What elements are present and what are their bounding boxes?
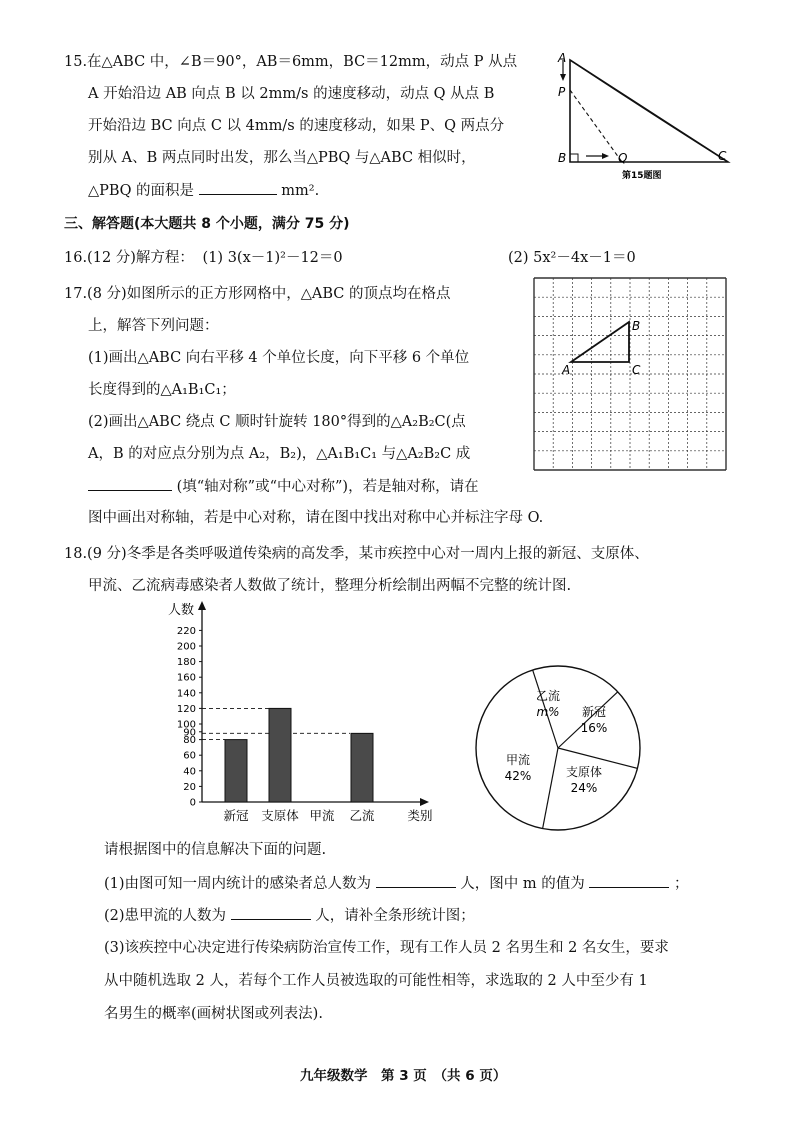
y-tick-label: 180 xyxy=(176,657,196,669)
y-tick-label: 100 xyxy=(176,719,196,731)
q17-answer-blank[interactable] xyxy=(88,476,172,491)
pie-slice-label: 甲流 xyxy=(505,753,531,767)
q18-p1-text-a: (1)由图可知一周内统计的感染者总人数为 xyxy=(104,876,372,892)
y-tick-label: 200 xyxy=(176,641,196,653)
q15-area-prefix: △PBQ 的面积是 xyxy=(88,183,195,199)
y-tick-label: 20 xyxy=(183,781,196,793)
pie-slice-value: 16% xyxy=(580,721,608,735)
category-label: 甲流 xyxy=(309,808,335,823)
pie-slice-value: 42% xyxy=(504,769,532,783)
x-axis-arrow-icon xyxy=(420,798,429,806)
bar-1 xyxy=(269,708,291,802)
q15-area-unit: mm². xyxy=(281,183,320,199)
pie-divider xyxy=(543,748,558,829)
q15-line-3: 开始沿边 BC 向点 C 以 4mm/s 的速度移动，如果 P、Q 两点分 xyxy=(88,118,505,134)
q18-part-3-line-1: (3)该疾控中心决定进行传染病防治宣传工作，现有工作人员 2 名男生和 2 名女生，要求 xyxy=(104,940,669,956)
triangle-abc-grid xyxy=(571,322,629,362)
q17-line-7 xyxy=(88,476,479,497)
y-tick-label: 220 xyxy=(176,625,196,637)
label-b: B xyxy=(558,151,567,165)
q18-part-3-line-2: 从中随机选取 2 人，若每个工作人员被选取的可能性相等，求选取的 2 人中至少有 1 xyxy=(104,973,648,989)
pie-slice-label: 新冠 xyxy=(581,705,607,719)
q17-line-8: 图中画出对称轴，若是中心对称，请在图中找出对称中心并标注字母 O. xyxy=(88,510,544,526)
q15-answer-blank[interactable] xyxy=(199,180,277,195)
grid-label-a: A xyxy=(562,363,571,377)
q15-line-1: 15.在△ABC 中，∠B＝90°，AB＝6mm，BC＝12mm，动点 P 从点 xyxy=(64,54,518,70)
q18-line-2: 甲流、乙流病毒感染者人数做了统计，整理分析绘制出两幅不完整的统计图. xyxy=(88,578,572,594)
bar-0 xyxy=(225,740,247,802)
q15-line-2: A 开始沿边 AB 向点 B 以 2mm/s 的速度移动，动点 Q 从点 B xyxy=(88,86,495,102)
y-tick-label: 80 xyxy=(183,735,196,747)
q15-line-4: 别从 A、B 两点同时出发，那么当△PBQ 与△ABC 相似时， xyxy=(88,150,476,166)
q17-line-2: 上，解答下列问题： xyxy=(88,318,219,334)
page-footer: 九年级数学 第 3 页 （共 6 页） xyxy=(300,1068,507,1084)
label-q: Q xyxy=(618,151,628,165)
q18-p1-text-c: ； xyxy=(673,876,689,892)
q15-figure xyxy=(548,48,738,186)
q16-part-1: (1) 3(x－1)²－12＝0 xyxy=(202,250,343,266)
q17-line-3: (1)画出△ABC 向右平移 4 个单位长度，向下平移 6 个单位 xyxy=(88,350,470,366)
q18-part-1 xyxy=(104,873,688,894)
pie-slice-label: 支原体 xyxy=(565,765,603,779)
section-3-heading: 三、解答题(本大题共 8 个小题，满分 75 分) xyxy=(64,216,350,232)
q17-grid-figure xyxy=(532,276,732,506)
y-tick-label: 60 xyxy=(183,750,196,762)
q18-m-blank[interactable] xyxy=(589,873,669,888)
q18-p2-text-a: (2)患甲流的人数为 xyxy=(104,908,227,924)
pie-chart xyxy=(470,660,646,836)
pie-slice-label: 乙流 xyxy=(535,689,561,703)
q16-prefix: 16.(12 分)解方程： xyxy=(64,250,194,266)
label-p: P xyxy=(558,85,566,99)
y-tick-label: 40 xyxy=(183,766,196,778)
q18-part-3-line-3: 名男生的概率(画树状图或列表法). xyxy=(104,1006,323,1022)
y-axis-label: 人数 xyxy=(168,603,195,618)
q15-line-5 xyxy=(88,180,319,201)
category-label: 支原体 xyxy=(261,808,299,823)
q17-line-4: 长度得到的△A₁B₁C₁； xyxy=(88,382,236,398)
category-label: 乙流 xyxy=(349,808,375,823)
q15-fig-caption: 第15题图 xyxy=(622,171,662,181)
grid-label-b: B xyxy=(632,319,641,333)
bar-chart xyxy=(150,598,440,830)
x-axis-label: 类别 xyxy=(407,808,433,823)
q17-fill-text: (填“轴对称”或“中心对称”)，若是轴对称，请在 xyxy=(176,479,479,495)
pie-slice-value: 24% xyxy=(570,781,598,795)
q17-line-6: A，B 的对应点分别为点 A₂，B₂)，△A₁B₁C₁ 与△A₂B₂C 成 xyxy=(88,446,471,462)
q16 xyxy=(64,248,343,268)
bar-3 xyxy=(351,733,373,802)
q17-line-5: (2)画出△ABC 绕点 C 顺时针旋转 180°得到的△A₂B₂C(点 xyxy=(88,414,466,430)
label-c: C xyxy=(718,149,727,163)
pie-slice-value: m% xyxy=(536,705,560,719)
y-tick-label: 0 xyxy=(189,797,196,809)
q18-line-1: 18.(9 分)冬季是各类呼吸道传染病的高发季，某市疾控中心对一周内上报的新冠、支原体、 xyxy=(64,546,649,562)
y-axis-arrow-icon xyxy=(198,601,206,610)
y-tick-label: 120 xyxy=(176,703,196,715)
q18-part-2 xyxy=(104,905,475,926)
q16-part-2: (2) 5x²－4x－1＝0 xyxy=(508,250,636,266)
y-tick-label: 140 xyxy=(176,688,196,700)
q18-intro: 请根据图中的信息解决下面的问题. xyxy=(104,842,327,858)
q18-jialiu-blank[interactable] xyxy=(231,905,311,920)
segment-pq xyxy=(570,90,622,162)
q17-line-1: 17.(8 分)如图所示的正方形网格中，△ABC 的顶点均在格点 xyxy=(64,286,451,302)
q18-total-blank[interactable] xyxy=(376,873,456,888)
q18-p1-text-b: 人，图中 m 的值为 xyxy=(460,876,585,892)
label-a: A xyxy=(558,51,567,65)
q18-p2-text-b: 人，请补全条形统计图； xyxy=(315,908,475,924)
y-tick-label: 90 xyxy=(183,727,196,739)
y-tick-label: 160 xyxy=(176,672,196,684)
grid-label-c: C xyxy=(632,363,641,377)
pie-divider xyxy=(558,692,618,748)
category-label: 新冠 xyxy=(223,808,249,823)
